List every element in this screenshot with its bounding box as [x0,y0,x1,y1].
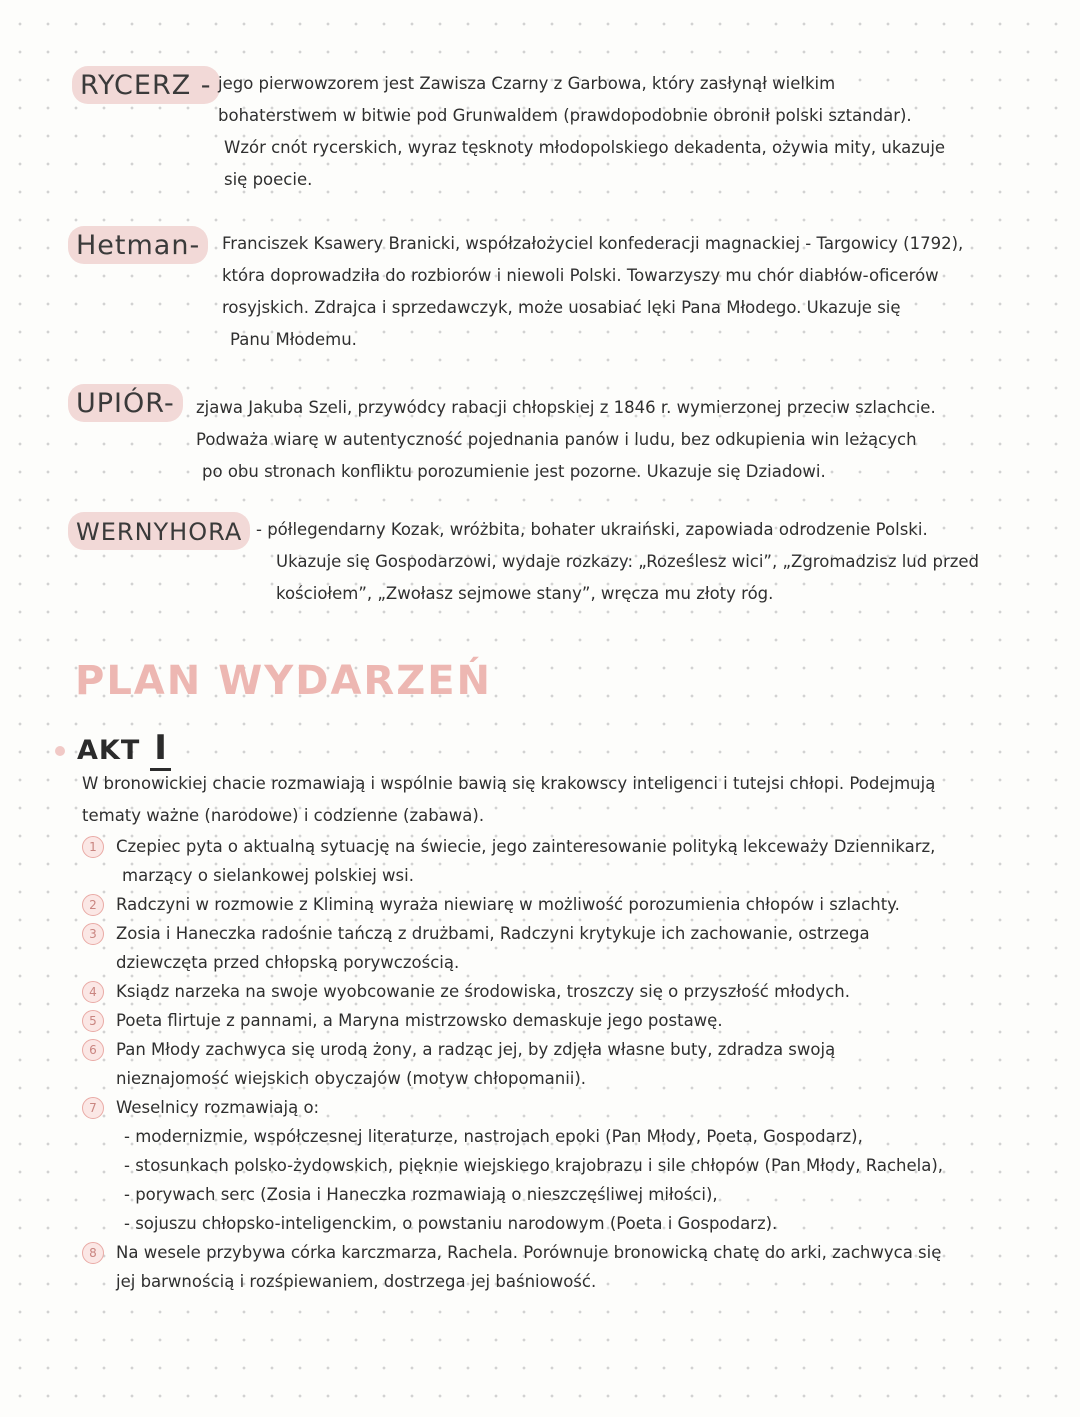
sublist-item: - stosunkach polsko-żydowskich, pięknie wiejskiego krajobrazu i sile chłopów (Pan Młody, Rachela), [124,1151,1062,1180]
description-line: kościołem”, „Zwołasz sejmowe stany”, wręcza mu złoty róg. [276,584,774,603]
number-circle-icon: 6 [82,1039,104,1061]
sublist-item: - sojuszu chłopsko-inteligenckim, o powstaniu narodowym (Poeta i Gospodarz). [124,1209,1062,1238]
event-line: Czepiec pyta o aktualną sytuację na świecie, jego zainteresowanie polityką lekceważy Dziennikarz, [116,837,936,856]
event-line: Zosia i Haneczka radośnie tańczą z drużbami, Radczyni krytykuje ich zachowanie, ostrzega [116,924,870,943]
event-item [82,1006,1062,1035]
character-name: Hetman [76,230,190,261]
act-intro [82,768,935,832]
number-circle-icon: 4 [82,981,104,1003]
number-circle-icon: 2 [82,894,104,916]
event-sublist [116,1122,1062,1238]
character-description [222,228,963,356]
number-circle-icon: 5 [82,1010,104,1032]
description-line: Franciszek Ksawery Branicki, współzałożyciel konfederacji magnackiej - Targowicy (1792), [222,234,964,253]
section-heading: PLAN WYDARZEŃ [75,658,493,704]
number-circle-icon: 1 [82,836,104,858]
event-line: Radczyni w rozmowie z Kliminą wyraża niewiarę w możliwość porozumienia chłopów i szlachty. [116,895,900,914]
character-name: WERNYHORA [76,518,243,546]
description-line: bohaterstwem w bitwie pod Grunwaldem (prawdopodobnie obronił polski sztandar). [218,106,912,125]
number-circle-icon: 7 [82,1097,104,1119]
event-line: jej barwnością i rozśpiewaniem, dostrzega jej baśniowość. [116,1272,597,1291]
description-line: zjawa Jakuba Szeli, przywódcy rabacji chłopskiej z 1846 r. wymierzonej przeciw szlachcie. [196,398,936,417]
event-item [82,1238,1062,1296]
description-line: Panu Młodemu. [230,330,357,349]
event-list [82,832,1062,1296]
event-line: Na wesele przybywa córka karczmarza, Rachela. Porównuje bronowicką chatę do arki, zachwyca się [116,1243,942,1262]
act-number: I [150,728,171,771]
bullet-dot-icon [55,746,65,756]
event-line: dziewczęta przed chłopską porywczością. [116,953,460,972]
event-item [82,1093,1062,1238]
event-line: nieznajomość wiejskich obyczajów (motyw chłopomanii). [116,1069,587,1088]
sublist-item: - modernizmie, współczesnej literaturze, nastrojach epoki (Pan Młody, Poeta, Gospodarz), [124,1122,1062,1151]
character-description [256,514,979,610]
act-heading [55,728,171,768]
intro-line: W bronowickiej chacie rozmawiają i wspólnie bawią się krakowscy inteligenci i tutejsi chłopi. Podejmują [82,774,936,793]
character-name: UPIÓR [76,388,164,419]
event-item [82,832,1062,890]
description-line: Podważa wiarę w autentyczność pojednania panów i ludu, bez odkupienia win leżących [196,430,917,449]
character-name: RYCERZ [80,70,192,101]
act-label: AKT [77,735,141,766]
character-tag [68,512,250,550]
description-line: jego pierwowzorem jest Zawisza Czarny z Garbowa, który zasłynął wielkim [218,74,836,93]
number-circle-icon: 8 [82,1242,104,1264]
event-line: Ksiądz narzeka na swoje wyobcowanie ze środowiska, troszczy się o przyszłość młodych. [116,982,850,1001]
description-line: rosyjskich. Zdrajca i sprzedawczyk, może uosabiać lęki Pana Młodego. Ukazuje się [222,298,901,317]
character-tag: Hetman- [68,226,208,264]
number-circle-icon: 3 [82,923,104,945]
description-line: się poecie. [224,170,313,189]
event-line: Weselnicy rozmawiają o: [116,1098,320,1117]
event-line: marzący o sielankowej polskiej wsi. [122,866,414,885]
description-line: która doprowadziła do rozbiorów i niewoli Polski. Towarzyszy mu chór diabłów-oficerów [222,266,939,285]
character-tag: RYCERZ - [72,66,220,104]
event-line: Pan Młody zachwyca się urodą żony, a radząc jej, by zdjęła własne buty, zdradza swoją [116,1040,836,1059]
event-line: Poeta flirtuje z pannami, a Maryna mistrzowsko demaskuje jego postawę. [116,1011,723,1030]
description-line: Ukazuje się Gospodarzowi, wydaje rozkazy: „Roześlesz wici”, „Zgromadzisz lud przed [276,552,980,571]
event-item [82,919,1062,977]
event-item [82,890,1062,919]
description-line: Wzór cnót rycerskich, wyraz tęsknoty młodopolskiego dekadenta, ożywia mity, ukazuje [224,138,946,157]
description-line: po obu stronach konfliktu porozumienie jest pozorne. Ukazuje się Dziadowi. [202,462,826,481]
character-description [218,68,945,196]
character-tag: UPIÓR- [68,384,183,422]
intro-line: tematy ważne (narodowe) i codzienne (zabawa). [82,806,485,825]
description-line: - półlegendarny Kozak, wróżbita, bohater ukraiński, zapowiada odrodzenie Polski. [256,520,928,539]
character-description [196,392,936,488]
event-item [82,1035,1062,1093]
sublist-item: - porywach serc (Zosia i Haneczka rozmawiają o nieszczęśliwej miłości), [124,1180,1062,1209]
event-item [82,977,1062,1006]
